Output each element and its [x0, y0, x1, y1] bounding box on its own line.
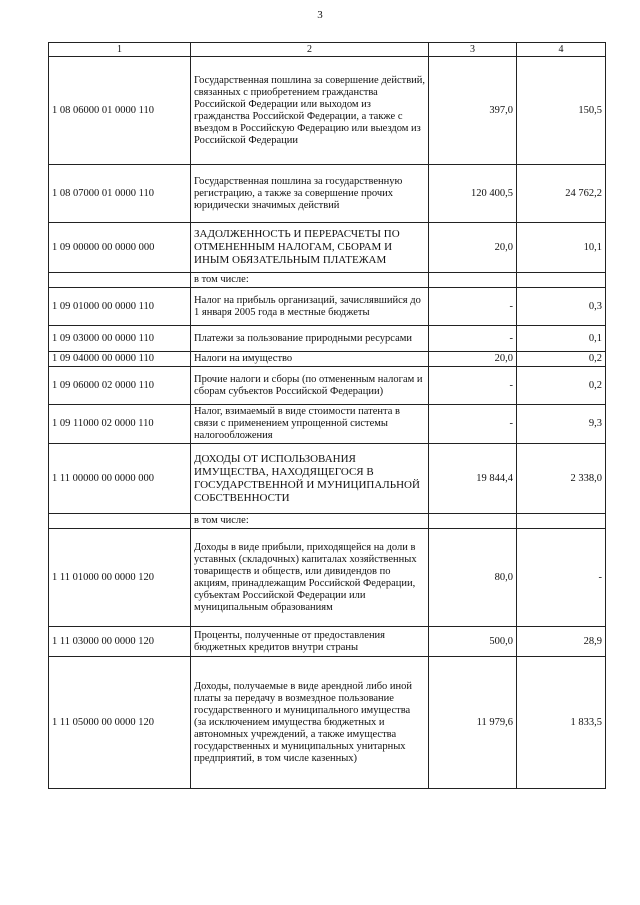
row-code-cell: 1 09 03000 00 0000 110: [49, 326, 191, 352]
row-col3-cell: 500,0: [429, 627, 517, 657]
table-row: [49, 165, 606, 223]
row-name-cell: ДОХОДЫ ОТ ИСПОЛЬЗОВАНИЯ ИМУЩЕСТВА, НАХОДЯЩЕГОСЯ В ГОСУДАРСТВЕННОЙ И МУНИЦИПАЛЬНОЙ СОБСТВЕННОСТИ: [191, 444, 429, 514]
row-col4-cell: 150,5: [517, 57, 606, 165]
row-name-cell: Налог, взимаемый в виде стоимости патента в связи с применением упрощенной системы налогообложения: [191, 405, 429, 444]
row-code-cell: [49, 273, 191, 288]
column-header-4: 4: [517, 43, 606, 57]
row-col4-cell: 0,2: [517, 352, 606, 367]
row-name-cell: Налог на прибыль организаций, зачислявшийся до 1 января 2005 года в местные бюджеты: [191, 288, 429, 326]
row-col3-cell: [429, 514, 517, 529]
table-row: [49, 288, 606, 326]
table-row: [49, 223, 606, 273]
row-col3-cell: -: [429, 288, 517, 326]
row-col4-cell: 0,1: [517, 326, 606, 352]
row-col4-cell: 0,2: [517, 367, 606, 405]
table-row: [49, 657, 606, 789]
column-header-2: 2: [191, 43, 429, 57]
row-col4-cell: 1 833,5: [517, 657, 606, 789]
row-name-cell: в том числе:: [191, 514, 429, 529]
row-col4-cell: 24 762,2: [517, 165, 606, 223]
row-name-cell: Прочие налоги и сборы (по отмененным налогам и сборам субъектов Российской Федерации): [191, 367, 429, 405]
row-code-cell: 1 11 03000 00 0000 120: [49, 627, 191, 657]
page-number: 3: [317, 9, 323, 21]
table-row: [49, 514, 606, 529]
row-col4-cell: -: [517, 529, 606, 627]
table-row: [49, 405, 606, 444]
row-name-cell: Государственная пошлина за совершение действий, связанных с приобретением гражданства Российской Федерации или выходом из гражданства Российской Федерации, а также с въездом в Российскую Федерацию или выездом из Российской Федерации: [191, 57, 429, 165]
row-col3-cell: -: [429, 326, 517, 352]
row-col3-cell: 20,0: [429, 352, 517, 367]
table-row: [49, 326, 606, 352]
row-col4-cell: 28,9: [517, 627, 606, 657]
row-name-cell: Проценты, полученные от предоставления бюджетных кредитов внутри страны: [191, 627, 429, 657]
row-col4-cell: 9,3: [517, 405, 606, 444]
table-row: [49, 627, 606, 657]
table-row: [49, 57, 606, 165]
row-col3-cell: [429, 273, 517, 288]
row-col4-cell: 10,1: [517, 223, 606, 273]
row-code-cell: 1 09 04000 00 0000 110: [49, 352, 191, 367]
row-code-cell: 1 08 06000 01 0000 110: [49, 57, 191, 165]
column-header-1: 1: [49, 43, 191, 57]
row-col3-cell: 120 400,5: [429, 165, 517, 223]
column-header-3: 3: [429, 43, 517, 57]
row-name-cell: Налоги на имущество: [191, 352, 429, 367]
row-col4-cell: [517, 514, 606, 529]
row-name-cell: в том числе:: [191, 273, 429, 288]
table-row: [49, 529, 606, 627]
table-body: [49, 43, 606, 789]
row-code-cell: 1 09 06000 02 0000 110: [49, 367, 191, 405]
table-header-row: [49, 43, 606, 57]
row-code-cell: 1 11 00000 00 0000 000: [49, 444, 191, 514]
row-col3-cell: -: [429, 367, 517, 405]
row-col3-cell: 20,0: [429, 223, 517, 273]
row-code-cell: [49, 514, 191, 529]
row-code-cell: 1 09 11000 02 0000 110: [49, 405, 191, 444]
row-code-cell: 1 08 07000 01 0000 110: [49, 165, 191, 223]
table-row: [49, 352, 606, 367]
row-name-cell: Государственная пошлина за государственную регистрацию, а также за совершение прочих юридически значимых действий: [191, 165, 429, 223]
row-col4-cell: 2 338,0: [517, 444, 606, 514]
row-col4-cell: 0,3: [517, 288, 606, 326]
row-col3-cell: 19 844,4: [429, 444, 517, 514]
row-code-cell: 1 11 05000 00 0000 120: [49, 657, 191, 789]
table-row: [49, 444, 606, 514]
row-code-cell: 1 11 01000 00 0000 120: [49, 529, 191, 627]
row-name-cell: Платежи за пользование природными ресурсами: [191, 326, 429, 352]
row-code-cell: 1 09 01000 00 0000 110: [49, 288, 191, 326]
row-name-cell: ЗАДОЛЖЕННОСТЬ И ПЕРЕРАСЧЕТЫ ПО ОТМЕНЕННЫМ НАЛОГАМ, СБОРАМ И ИНЫМ ОБЯЗАТЕЛЬНЫМ ПЛАТЕЖАМ: [191, 223, 429, 273]
row-code-cell: 1 09 00000 00 0000 000: [49, 223, 191, 273]
row-col3-cell: 80,0: [429, 529, 517, 627]
row-name-cell: Доходы, получаемые в виде арендной либо иной платы за передачу в возмездное пользование государственного и муниципального имущества (за исключением имущества бюджетных и автономных учреждений, а также имущества государственных и муниципальных унитарных предприятий, в том числе казенных): [191, 657, 429, 789]
row-col3-cell: -: [429, 405, 517, 444]
table-row: [49, 273, 606, 288]
table-row: [49, 367, 606, 405]
row-col3-cell: 11 979,6: [429, 657, 517, 789]
row-col3-cell: 397,0: [429, 57, 517, 165]
row-name-cell: Доходы в виде прибыли, приходящейся на доли в уставных (складочных) капиталах хозяйственных товариществ и обществ, или дивидендов по акциям, принадлежащим Российской Федерации, субъектам Российской Федерации или муниципальным образованиям: [191, 529, 429, 627]
revenue-table: [48, 42, 606, 789]
row-col4-cell: [517, 273, 606, 288]
